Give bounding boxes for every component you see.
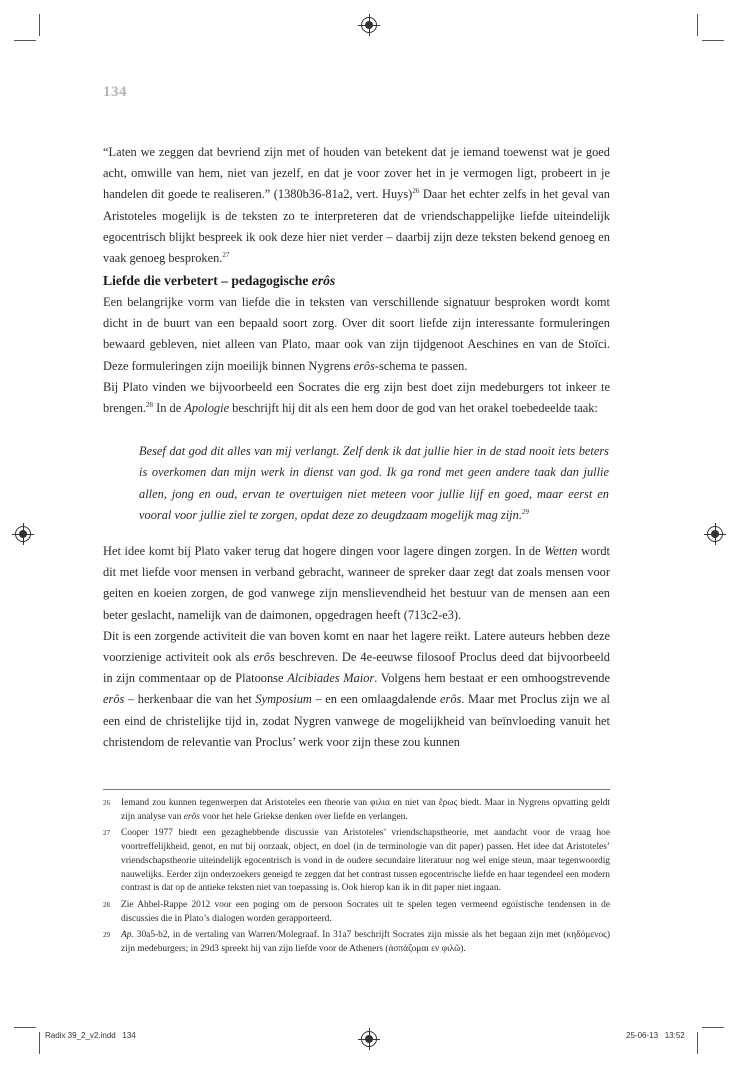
italic-title: Wetten bbox=[544, 544, 578, 558]
heading-text: Liefde die verbetert – pedagogische bbox=[103, 273, 312, 288]
italic-abbrev: Ap. bbox=[121, 930, 134, 941]
registration-mark-icon bbox=[361, 17, 377, 33]
footnote-divider bbox=[103, 789, 610, 790]
paragraph-text: Een belangrijke vorm van liefde die in teksten van verschillende signatuur besproken wordt komt dicht in de buurt van een bepaald soort zorg. Over dit soort liefde zijn interessante formuleringen bewaard gebleven, niet alleen van Plato, maar ook van zijn tijdgenoot Aeschines en van de Stoïci. Deze formuleringen zijn moeilijk binnen Nygrens bbox=[103, 295, 610, 373]
page-number: 134 bbox=[103, 84, 127, 100]
crop-mark bbox=[697, 14, 698, 36]
crop-mark bbox=[14, 40, 36, 41]
paragraph-text: – herkenbaar die van het bbox=[124, 692, 256, 707]
footnote-29 bbox=[103, 929, 610, 956]
footnote-26 bbox=[103, 797, 610, 824]
crop-mark bbox=[697, 1032, 698, 1054]
footnote-text: voor het hele Griekse denken over liefde en verlangen. bbox=[199, 811, 408, 822]
italic-title: Symposium bbox=[255, 692, 312, 707]
footnote-number: 26 bbox=[103, 799, 110, 807]
quote-text: Besef dat god dit alles van mij verlangt. Zelf denk ik dat jullie hier in de stad nooit iets beters is overkomen dan mijn werk in dienst van god. Ik ga rond met geen andere taak dan jullie allen, jong en oud, ervan te overtuigen niet meteen voor jullie lijf en goed, maar eerst en vooral voor jullie ziel te zorgen, opdat deze zo deugdzaam mogelijk mag zijn. bbox=[139, 444, 609, 523]
crop-mark bbox=[39, 14, 40, 36]
italic-term: erôs bbox=[440, 692, 462, 707]
footnote-27 bbox=[103, 827, 610, 896]
paragraph-higher-lower bbox=[103, 541, 610, 753]
paragraph-text: . Volgens hem bestaat er een omhoogstrevende bbox=[374, 671, 610, 686]
paragraph-text: Het idee komt bij Plato vaker terug dat hogere dingen voor lagere dingen zorgen. In de bbox=[103, 544, 545, 558]
footnote-text: Zie Ahbel-Rappe 2012 voor een poging om de persoon Socrates uit te spelen tegen vermeend egoïstische tendensen in de discussies die in Plato’s dialogen worden gerapporteerd. bbox=[121, 899, 610, 924]
registration-mark-icon bbox=[707, 526, 723, 542]
italic-title: Alcibiades Maior bbox=[287, 671, 375, 686]
footnote-ref[interactable]: 29 bbox=[521, 508, 529, 517]
footnote-number: 27 bbox=[103, 829, 110, 838]
paragraph-care bbox=[103, 292, 610, 419]
footnote-28 bbox=[103, 899, 610, 926]
italic-title: Apologie bbox=[184, 401, 230, 416]
paragraph-text: – en een omlaagdalende bbox=[311, 692, 440, 707]
italic-term: erôs bbox=[183, 811, 200, 822]
footnote-ref[interactable]: 27 bbox=[222, 251, 230, 260]
footnote-number: 28 bbox=[103, 900, 110, 909]
paragraph-text: wordt dit met liefde voor mensen in verband gebracht, wanneer de spreker daar zegt dat zoals mensen voor geiten en koeien zorgen, de god vanwege zijn menslievendheid het bestuur van de mensen aan een beter geslacht, namelijk van de daimonen, opgedragen heeft (713c2-e3). bbox=[103, 544, 610, 622]
paragraph-text: -schema te passen. bbox=[374, 358, 468, 373]
crop-mark bbox=[14, 1027, 36, 1028]
registration-mark-icon bbox=[15, 526, 31, 542]
crop-mark bbox=[702, 1027, 724, 1028]
footnote-text: Iemand zou kunnen tegenwerpen dat Aristoteles een theorie van φιλια en niet van ἔρως biedt. Maar in Nygrens opvatting geldt zijn analyse van bbox=[121, 798, 610, 822]
heading-italic: erôs bbox=[311, 273, 336, 288]
paragraph-text: Daar het echter zelfs in het geval van Aristoteles mogelijk is de teksten zo te interpreteren dat de vriendschappelijke liefde uiteindelijk egocentrisch blijkt bespreek ik ook deze hier niet verder – daarbij zijn deze teksten bekend genoeg en vaak genoeg besproken. bbox=[103, 187, 610, 266]
footnote-text: Cooper 1977 biedt een gezaghebbende discussie van Aristoteles’ vriendschapstheorie, met aandacht voor de vraag hoe voortreffelijkheid, genot, en nut bij oorzaak, object, en doel (in de terminologie van dit paper) passen. Het idee dat Aristoteles’ vriendschapstheorie uiteindelijk egocentrisch is vond in de oudere secundaire literatuur nog wel enige steun, maar tegenwoordig nauwelijks. Eerder zijn onderzoekers geneigd te zeggen dat het contrast tussen egocentrische liefde en haar tegendeel een modern contrast is dat op de antieke teksten niet van toepassing is. Ook hierop kan ik in dit paper niet ingaan. bbox=[121, 828, 610, 894]
crop-mark bbox=[39, 1032, 40, 1054]
footnotes bbox=[103, 797, 610, 957]
paragraph-text: In de bbox=[153, 401, 185, 416]
paragraph-text: Dit is een zorgende activiteit die van boven komt en naar het lagere reikt. Latere auteurs hebben deze voorzienige activiteit ook als bbox=[103, 628, 610, 665]
slug-file-info: Radix 39_2_v2.indd 134 bbox=[45, 1031, 136, 1040]
paragraph-text: . Maar met Proclus zijn we al een eind de christelijke tijd in, zodat Nygren vanwege de mogelijkheid van beïnvloeding vanuit het christendom de relevantie van Proclus’ werk voor zijn these zou kunnen bbox=[103, 692, 610, 749]
footnote-text: 30a5-b2, in de vertaling van Warren/Molegraaf. In 31a7 beschrijft Socrates zijn missie als het begaan zijn met (κηδόμενος) zijn medeburgers; in 29d3 spreekt hij van zijn liefde voor de Atheners (ἀσπάζομαι εν φιλῶ). bbox=[121, 930, 610, 955]
footnote-number: 29 bbox=[103, 931, 110, 940]
paragraph-text: beschrijft hij dit als een hem door de god van het orakel toebedeelde taak: bbox=[229, 401, 598, 416]
slug-date-time: 25-06-13 13:52 bbox=[626, 1031, 685, 1040]
block-quote bbox=[139, 441, 609, 527]
footnote-ref[interactable]: 28 bbox=[146, 401, 154, 410]
paragraph-text: Bij Plato vinden we bijvoorbeeld een Socrates die erg zijn best doet zijn medeburgers tot inkeer te brengen. bbox=[103, 379, 610, 416]
section-heading bbox=[103, 273, 335, 289]
italic-term: erôs bbox=[103, 692, 125, 707]
registration-mark-icon bbox=[361, 1031, 377, 1047]
italic-term: erôs bbox=[353, 358, 375, 373]
paragraph-text: “Laten we zeggen dat bevriend zijn met of houden van betekent dat je iemand toewenst wat je goed acht, omwille van hem, niet van jezelf, en dat je voor zover het in je vermogen ligt, probeert in je handelen dit goede te realiseren.” (1380b36-81a2, vert. Huys) bbox=[103, 145, 610, 202]
italic-term: erôs bbox=[253, 650, 275, 665]
paragraph-quote-aristotle bbox=[103, 142, 610, 269]
paragraph-text: beschreven. De 4e-eeuwse filosoof Proclus deed dat bijvoorbeeld in zijn commentaar op de Platoonse bbox=[103, 650, 610, 686]
crop-mark bbox=[702, 40, 724, 41]
footnote-ref[interactable]: 26 bbox=[412, 187, 420, 196]
